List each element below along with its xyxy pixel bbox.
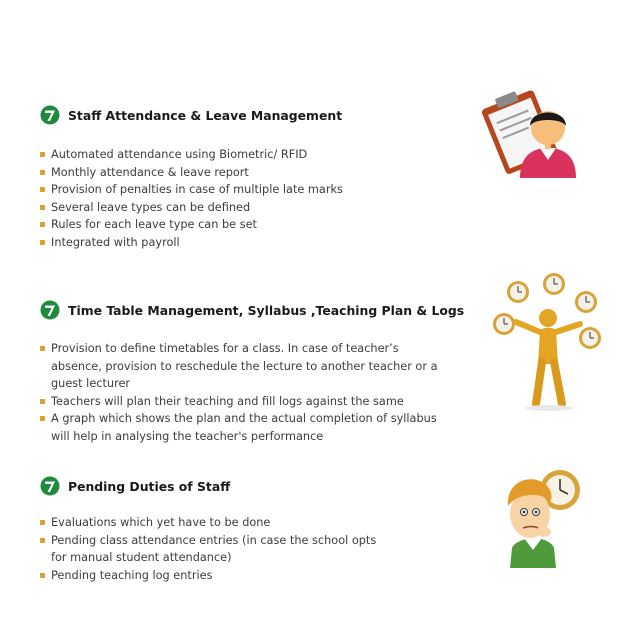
list-item: A graph which shows the plan and the actual completion of syllabus will help in analysing the teacher's performance xyxy=(40,410,440,445)
bullet-square-icon xyxy=(40,240,45,245)
thinking-man-clock-icon xyxy=(496,466,590,568)
seven-logo-icon xyxy=(40,476,60,496)
section-title: Pending Duties of Staff xyxy=(68,478,231,494)
bullet-list xyxy=(40,514,390,584)
bullet-square-icon xyxy=(40,538,45,543)
bullet-square-icon xyxy=(40,222,45,227)
list-item: Several leave types can be defined xyxy=(40,199,440,217)
bullet-square-icon xyxy=(40,399,45,404)
bullet-square-icon xyxy=(40,170,45,175)
bullet-square-icon xyxy=(40,573,45,578)
list-item: Evaluations which yet have to be done xyxy=(40,514,390,532)
bullet-square-icon xyxy=(40,346,45,351)
bullet-square-icon xyxy=(40,416,45,421)
list-item: Provision of penalties in case of multiple late marks xyxy=(40,181,440,199)
bullet-square-icon xyxy=(40,205,45,210)
seven-logo-icon xyxy=(40,300,60,320)
list-item: Pending class attendance entries (in case the school opts for manual student attendance) xyxy=(40,532,390,567)
list-item: Pending teaching log entries xyxy=(40,567,390,585)
bullet-list xyxy=(40,146,440,251)
juggling-clocks-figure-icon xyxy=(492,272,602,412)
list-item: Rules for each leave type can be set xyxy=(40,216,440,234)
list-item: Provision to define timetables for a class. In case of teacher’s absence, provision to reschedule the lecture to another teacher or a guest lecturer xyxy=(40,340,440,393)
bullet-square-icon xyxy=(40,152,45,157)
section-title: Staff Attendance & Leave Management xyxy=(68,107,343,123)
list-item: Automated attendance using Biometric/ RFID xyxy=(40,146,440,164)
bullet-square-icon xyxy=(40,187,45,192)
section-title: Time Table Management, Syllabus ,Teaching Plan & Logs xyxy=(68,302,465,318)
clock-icon xyxy=(507,281,529,303)
clipboard-person-icon xyxy=(478,82,580,180)
bullet-list xyxy=(40,340,440,445)
list-item: Monthly attendance & leave report xyxy=(40,164,440,182)
list-item: Integrated with payroll xyxy=(40,234,440,252)
bullet-square-icon xyxy=(40,520,45,525)
seven-logo-icon xyxy=(40,105,60,125)
list-item: Teachers will plan their teaching and fill logs against the same xyxy=(40,393,440,411)
